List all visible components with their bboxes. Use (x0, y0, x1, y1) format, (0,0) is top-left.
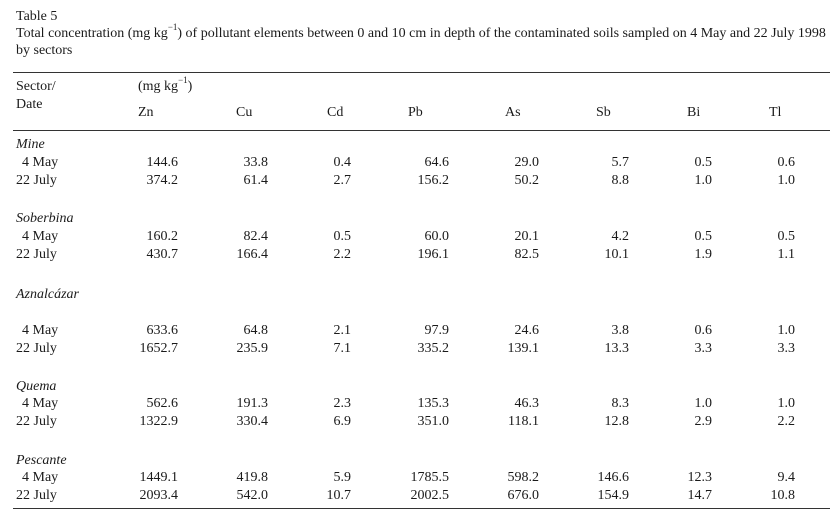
cell-as: 29.0 (514, 155, 539, 170)
cell-pb: 60.0 (424, 229, 449, 244)
cell-bi: 0.5 (694, 229, 712, 244)
cell-sb: 154.9 (597, 488, 629, 503)
bottom-rule (13, 508, 830, 509)
column-header-pb: Pb (408, 105, 423, 120)
cell-tl: 1.0 (777, 396, 795, 411)
cell-pb: 135.3 (417, 396, 449, 411)
cell-bi: 3.3 (694, 341, 712, 356)
cell-zn: 633.6 (146, 323, 178, 338)
cell-cu: 419.8 (236, 470, 268, 485)
cell-zn: 1322.9 (139, 414, 178, 429)
cell-pb: 97.9 (424, 323, 449, 338)
sector-name: Soberbina (16, 211, 74, 226)
cell-tl: 1.0 (777, 173, 795, 188)
cell-zn: 1449.1 (139, 470, 178, 485)
cell-cu: 64.8 (243, 323, 268, 338)
cell-cu: 330.4 (236, 414, 268, 429)
cell-cd: 2.7 (333, 173, 351, 188)
row-date: 4 May (22, 229, 59, 244)
cell-bi: 1.9 (694, 247, 712, 262)
cell-zn: 160.2 (146, 229, 178, 244)
sector-name: Quema (16, 379, 57, 394)
column-header-as: As (505, 105, 521, 120)
cell-zn: 374.2 (146, 173, 178, 188)
cell-cd: 0.5 (333, 229, 351, 244)
cell-sb: 8.8 (611, 173, 629, 188)
cell-sb: 4.2 (611, 229, 629, 244)
row-date: 22 July (16, 173, 57, 188)
table-label: Table 5 (16, 9, 58, 24)
cell-pb: 351.0 (417, 414, 449, 429)
cell-cd: 10.7 (326, 488, 351, 503)
sector-name: Mine (16, 137, 45, 152)
cell-cd: 2.1 (333, 323, 351, 338)
cell-pb: 2002.5 (410, 488, 449, 503)
cell-sb: 10.1 (604, 247, 629, 262)
column-header-cu: Cu (236, 105, 253, 120)
cell-cd: 6.9 (333, 414, 351, 429)
cell-cd: 7.1 (333, 341, 351, 356)
cell-bi: 0.6 (694, 323, 712, 338)
cell-as: 598.2 (507, 470, 539, 485)
cell-bi: 1.0 (694, 173, 712, 188)
header-rule (13, 130, 830, 131)
column-header-tl: Tl (769, 105, 782, 120)
row-date: 22 July (16, 341, 57, 356)
row-date: 4 May (22, 396, 59, 411)
cell-bi: 0.5 (694, 155, 712, 170)
table-title: Total concentration (mg $kg^{-1}$) of pollutant elements between 0 and 10 cm in depth of the contaminated soils sampled on 4 May and 22 July 1998 by sectors (16, 22, 826, 58)
sector-name: Aznalcázar (16, 287, 79, 302)
cell-cd: 0.4 (333, 155, 351, 170)
table-caption (16, 8, 831, 59)
row-date: 22 July (16, 414, 57, 429)
cell-sb: 5.7 (611, 155, 629, 170)
cell-as: 139.1 (507, 341, 539, 356)
cell-tl: 1.0 (777, 323, 795, 338)
cell-cd: 2.2 (333, 247, 351, 262)
cell-tl: 3.3 (777, 341, 795, 356)
cell-bi: 1.0 (694, 396, 712, 411)
cell-pb: 196.1 (417, 247, 449, 262)
column-header-cd: Cd (327, 105, 344, 120)
cell-as: 118.1 (508, 414, 539, 429)
cell-cu: 33.8 (243, 155, 268, 170)
cell-tl: 9.4 (777, 470, 795, 485)
row-date: 4 May (22, 470, 59, 485)
cell-sb: 12.8 (604, 414, 629, 429)
column-header-bi: Bi (687, 105, 701, 120)
row-date: 4 May (22, 323, 59, 338)
cell-sb: 146.6 (597, 470, 629, 485)
cell-cu: 82.4 (243, 229, 268, 244)
cell-bi: 12.3 (687, 470, 712, 485)
column-header-sb: Sb (596, 105, 611, 120)
cell-as: 50.2 (514, 173, 539, 188)
row-date: 4 May (22, 155, 59, 170)
cell-bi: 2.9 (694, 414, 712, 429)
cell-zn: 2093.4 (139, 488, 178, 503)
unit-header: (mg $kg^{-1}$) (138, 75, 193, 94)
cell-pb: 1785.5 (410, 470, 449, 485)
cell-pb: 64.6 (424, 155, 449, 170)
row-date: 22 July (16, 488, 57, 503)
row-date: 22 July (16, 247, 57, 262)
cell-tl: 1.1 (777, 247, 795, 262)
cell-pb: 335.2 (417, 341, 449, 356)
cell-cd: 2.3 (333, 396, 351, 411)
cell-tl: 2.2 (777, 414, 795, 429)
cell-as: 676.0 (507, 488, 539, 503)
cell-cd: 5.9 (333, 470, 351, 485)
cell-as: 82.5 (514, 247, 539, 262)
cell-tl: 0.5 (777, 229, 795, 244)
sector-name: Pescante (16, 453, 67, 468)
cell-zn: 1652.7 (139, 341, 178, 356)
cell-pb: 156.2 (417, 173, 449, 188)
cell-sb: 13.3 (604, 341, 629, 356)
cell-bi: 14.7 (687, 488, 712, 503)
cell-as: 20.1 (514, 229, 539, 244)
cell-zn: 144.6 (146, 155, 178, 170)
cell-cu: 191.3 (236, 396, 268, 411)
cell-sb: 8.3 (611, 396, 629, 411)
cell-zn: 562.6 (146, 396, 178, 411)
column-header-zn: Zn (138, 105, 154, 120)
cell-cu: 542.0 (236, 488, 268, 503)
cell-sb: 3.8 (611, 323, 629, 338)
sector-date-header: Sector/ Date (16, 79, 56, 112)
cell-cu: 166.4 (236, 247, 268, 262)
cell-as: 46.3 (514, 396, 539, 411)
cell-cu: 61.4 (243, 173, 268, 188)
cell-tl: 0.6 (777, 155, 795, 170)
cell-cu: 235.9 (236, 341, 268, 356)
top-rule (13, 72, 830, 73)
cell-zn: 430.7 (146, 247, 178, 262)
cell-tl: 10.8 (770, 488, 795, 503)
cell-as: 24.6 (514, 323, 539, 338)
